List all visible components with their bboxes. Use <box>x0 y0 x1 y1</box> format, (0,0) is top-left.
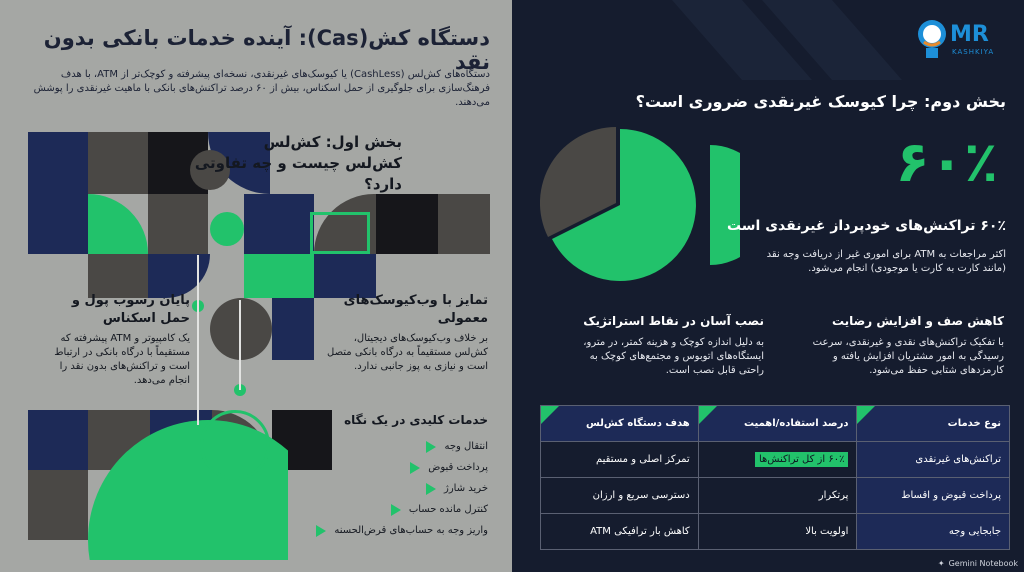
deco-outline <box>310 212 370 254</box>
deco-block <box>88 194 148 254</box>
col1-text: با تفکیک تراکنش‌های نقدی و غیرنقدی، سرعت رسیدگی به امور مشتریان افزایش یافته و کارمزدهای شتابی حفظ می‌شود. <box>812 337 1004 376</box>
col1-title: کاهش صف و افزایش رضایت <box>831 314 1004 328</box>
table-header: هدف دستگاه کش‌لس <box>541 406 699 442</box>
deco-block <box>272 298 314 360</box>
triangle-bullet-icon <box>391 504 401 516</box>
stat-desc: اکثر مراجعات به ATM برای اموری غیر از دریافت وجه نقد (مانند کارت به کارت یا موجودی) انجام می‌شود. <box>766 249 1006 274</box>
table-cell: پرداخت قبوض و اقساط <box>857 478 1010 514</box>
table-row <box>541 442 1010 478</box>
deco-block <box>376 194 438 254</box>
deco-block <box>28 410 88 470</box>
table-header-row <box>541 406 1010 442</box>
pie-decoration <box>540 125 740 285</box>
table-cell: تمرکز اصلی و مستقیم <box>541 442 699 478</box>
deco-circle <box>210 212 244 246</box>
end-cash-block: پایان رسوب پول و حمل اسکناس یک کامپیوتر و ATM پیشرفته که مستقیماً با درگاه بانکی در ارتباط است و تراکنش‌های بدون نقد را انجام می‌دهد. <box>54 293 190 386</box>
deco-block <box>28 132 88 194</box>
table-cell: ۶۰٪ از کل تراکنش‌ها <box>698 442 857 478</box>
section2-title: بخش دوم: چرا کیوسک غیرنقدی ضروری است؟ <box>635 92 1006 111</box>
table-row <box>541 514 1010 550</box>
deco-line <box>239 300 241 390</box>
deco-block <box>28 470 88 540</box>
deco-ring <box>200 410 270 480</box>
table-row <box>541 478 1010 514</box>
col2-text: به دلیل اندازه کوچک و هزینه کمتر، در مترو، ایستگاه‌های اتوبوس و مجتمع‌های کوچک به راحتی قابل نصب است. <box>583 337 764 376</box>
list-item: انتقال وجه <box>308 436 488 457</box>
list-item: کنترل مانده حساب <box>308 499 488 520</box>
right-panel <box>512 0 1024 572</box>
deco-line <box>197 255 199 425</box>
sparkle-icon: ✦ <box>937 559 945 568</box>
deco-block <box>88 132 148 194</box>
deco-circle <box>210 298 272 360</box>
table-header: نوع خدمات <box>857 406 1010 442</box>
list-item: خرید شارژ <box>308 478 488 499</box>
deco-block <box>148 194 208 254</box>
section1-heading: بخش اول: کش‌لس کش‌لس چیست و چه تفاوتی دارد؟ <box>194 133 402 193</box>
triangle-bullet-icon <box>426 441 436 453</box>
page-title: دستگاه کش‌(Cas): آینده خدمات بانکی بدون نقد <box>43 26 490 74</box>
half-circle <box>710 145 740 265</box>
table-cell: تراکنش‌های غیرنقدی <box>857 442 1010 478</box>
intro-text: دستگاه‌های کش‌لس (CashLess) یا کیوسک‌های غیرنقدی، نسخه‌ای پیشرفته و کوچک‌تر از ATM، با هدف فرهنگ‌سازی برای جلوگیری از حمل اسکناس، بیش از ۶۰ درصد تراکنش‌های بانکی با ماهیت غیرنقدی را پوشش می‌دهند. <box>33 69 490 108</box>
deco-block <box>244 254 314 298</box>
list-item: پرداخت قبوض <box>308 457 488 478</box>
big-percent: ۶۰٪ <box>895 130 998 195</box>
deco-block <box>438 194 490 254</box>
footer-credit: ✦ Gemini Notebook <box>937 559 1018 568</box>
table-cell: اولویت بالا <box>698 514 857 550</box>
table-cell: جابجایی وجه <box>857 514 1010 550</box>
col2-title: نصب آسان در نقاط استراتژیک <box>583 314 764 328</box>
table-cell: کاهش بار ترافیکی ATM <box>541 514 699 550</box>
services-table <box>540 405 1010 550</box>
triangle-bullet-icon <box>426 483 436 495</box>
key-services-block: خدمات کلیدی در یک نگاه انتقال وجه پرداخت قبوض خرید شارژ کنترل مانده حساب واریز وجه به حساب‌های قرض‌الحسنه <box>308 410 488 541</box>
services-list <box>308 436 488 541</box>
table-header: درصد استفاده/اهمیت <box>698 406 857 442</box>
deco-block <box>244 194 314 254</box>
list-item: واریز وجه به حساب‌های قرض‌الحسنه <box>308 520 488 541</box>
stat-title: ۶۰٪ تراکنش‌های خودپرداز غیرنقدی است <box>726 218 1006 234</box>
triangle-bullet-icon <box>410 462 420 474</box>
triangle-bullet-icon <box>316 525 326 537</box>
table-cell: پرتکرار <box>698 478 857 514</box>
brand-logo: MR KASHKIYA <box>916 14 1012 66</box>
distinct-block: تمایز با وب‌کیوسک‌های معمولی بر خلاف وب‌کیوسک‌های دیجیتال، کش‌لس مستقیماً به درگاه بانکی متصل است و نیازی به پوز جانبی ندارد. <box>327 293 488 372</box>
table-cell: دسترسی سریع و ارزان <box>541 478 699 514</box>
deco-block <box>28 194 88 254</box>
